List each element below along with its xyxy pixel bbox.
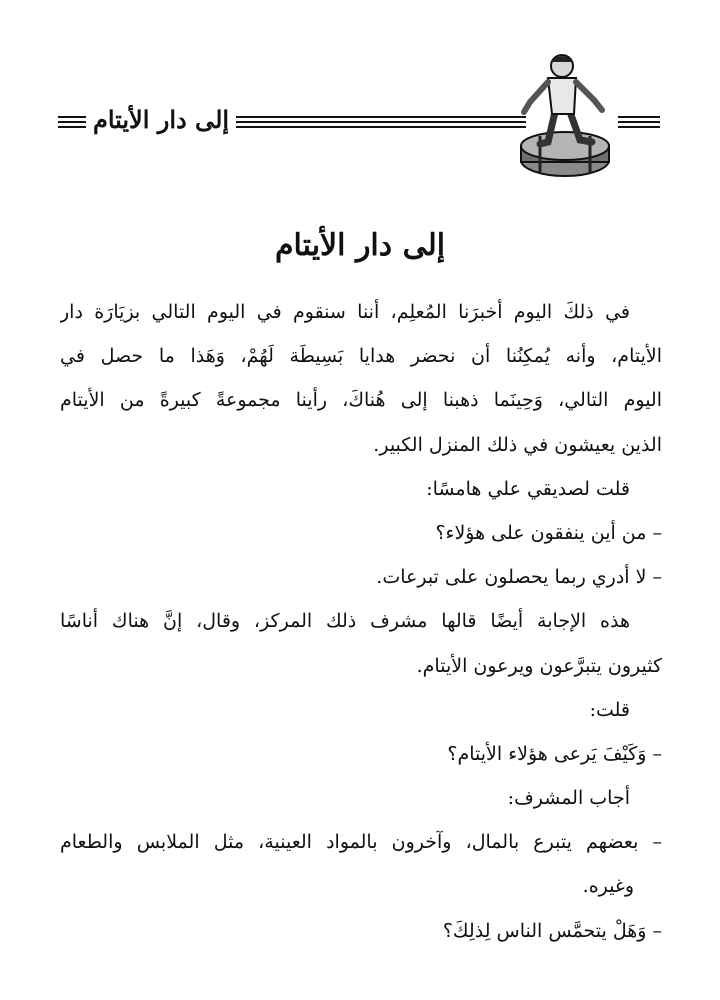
dialogue-line: – لا أدري ربما يحصلون على تبرعات. [376,566,662,589]
text-line: كثيرون يتبرَّعون ويرعون الأيتام. [416,654,662,677]
dialogue-line: – وَهَلْ يتحمَّس الناس لِذلِكَ؟ [442,919,662,942]
header-title: إلى دار الأيتام [92,105,230,134]
boy-on-barrel-illustration [510,50,620,180]
dialogue-line: – وَكَيْفَ يَرعى هؤلاء الأيتام؟ [447,742,662,765]
decorative-rule-middle [236,116,526,128]
text-line: اليوم التالي، وَحِينَما ذهبنا إلى هُناكَ، رأينا مجموعةً كبيرةً من الأيتام [60,389,662,412]
text-line: هذه الإجابة أيضًا قالها مشرف ذلك المركز، وقال، إنَّ هناك أناسًا [60,610,630,633]
text-line: أجاب المشرف: [507,787,630,810]
text-line: قلت: [589,698,630,721]
chapter-title: إلى دار الأيتام [274,228,446,263]
story-text [60,290,662,953]
text-line: في ذلكَ اليوم أخبرَنا المُعلِم، أننا سنقوم في اليوم التالي بزيَارَة دار [60,301,630,323]
dialogue-line: – من أين ينفقون على هؤلاء؟ [435,521,662,544]
decorative-rule-left [58,116,86,128]
decorative-rule-right [618,116,660,128]
dialogue-line: – بعضهم يتبرع بالمال، وآخرون بالمواد العينية، مثل الملابس والطعام [60,831,662,854]
text-line: وغيره. [582,875,634,898]
text-line: الأيتام، وأنه يُمكِنُنا أن نحضر هدايا بَسِيطَة لَهُمْ، وَهَذا ما حصل في [60,345,662,368]
text-line: قلت لصديقي علي هامسًا: [426,477,630,500]
text-line: الذين يعيشون في ذلك المنزل الكبير. [373,433,662,456]
